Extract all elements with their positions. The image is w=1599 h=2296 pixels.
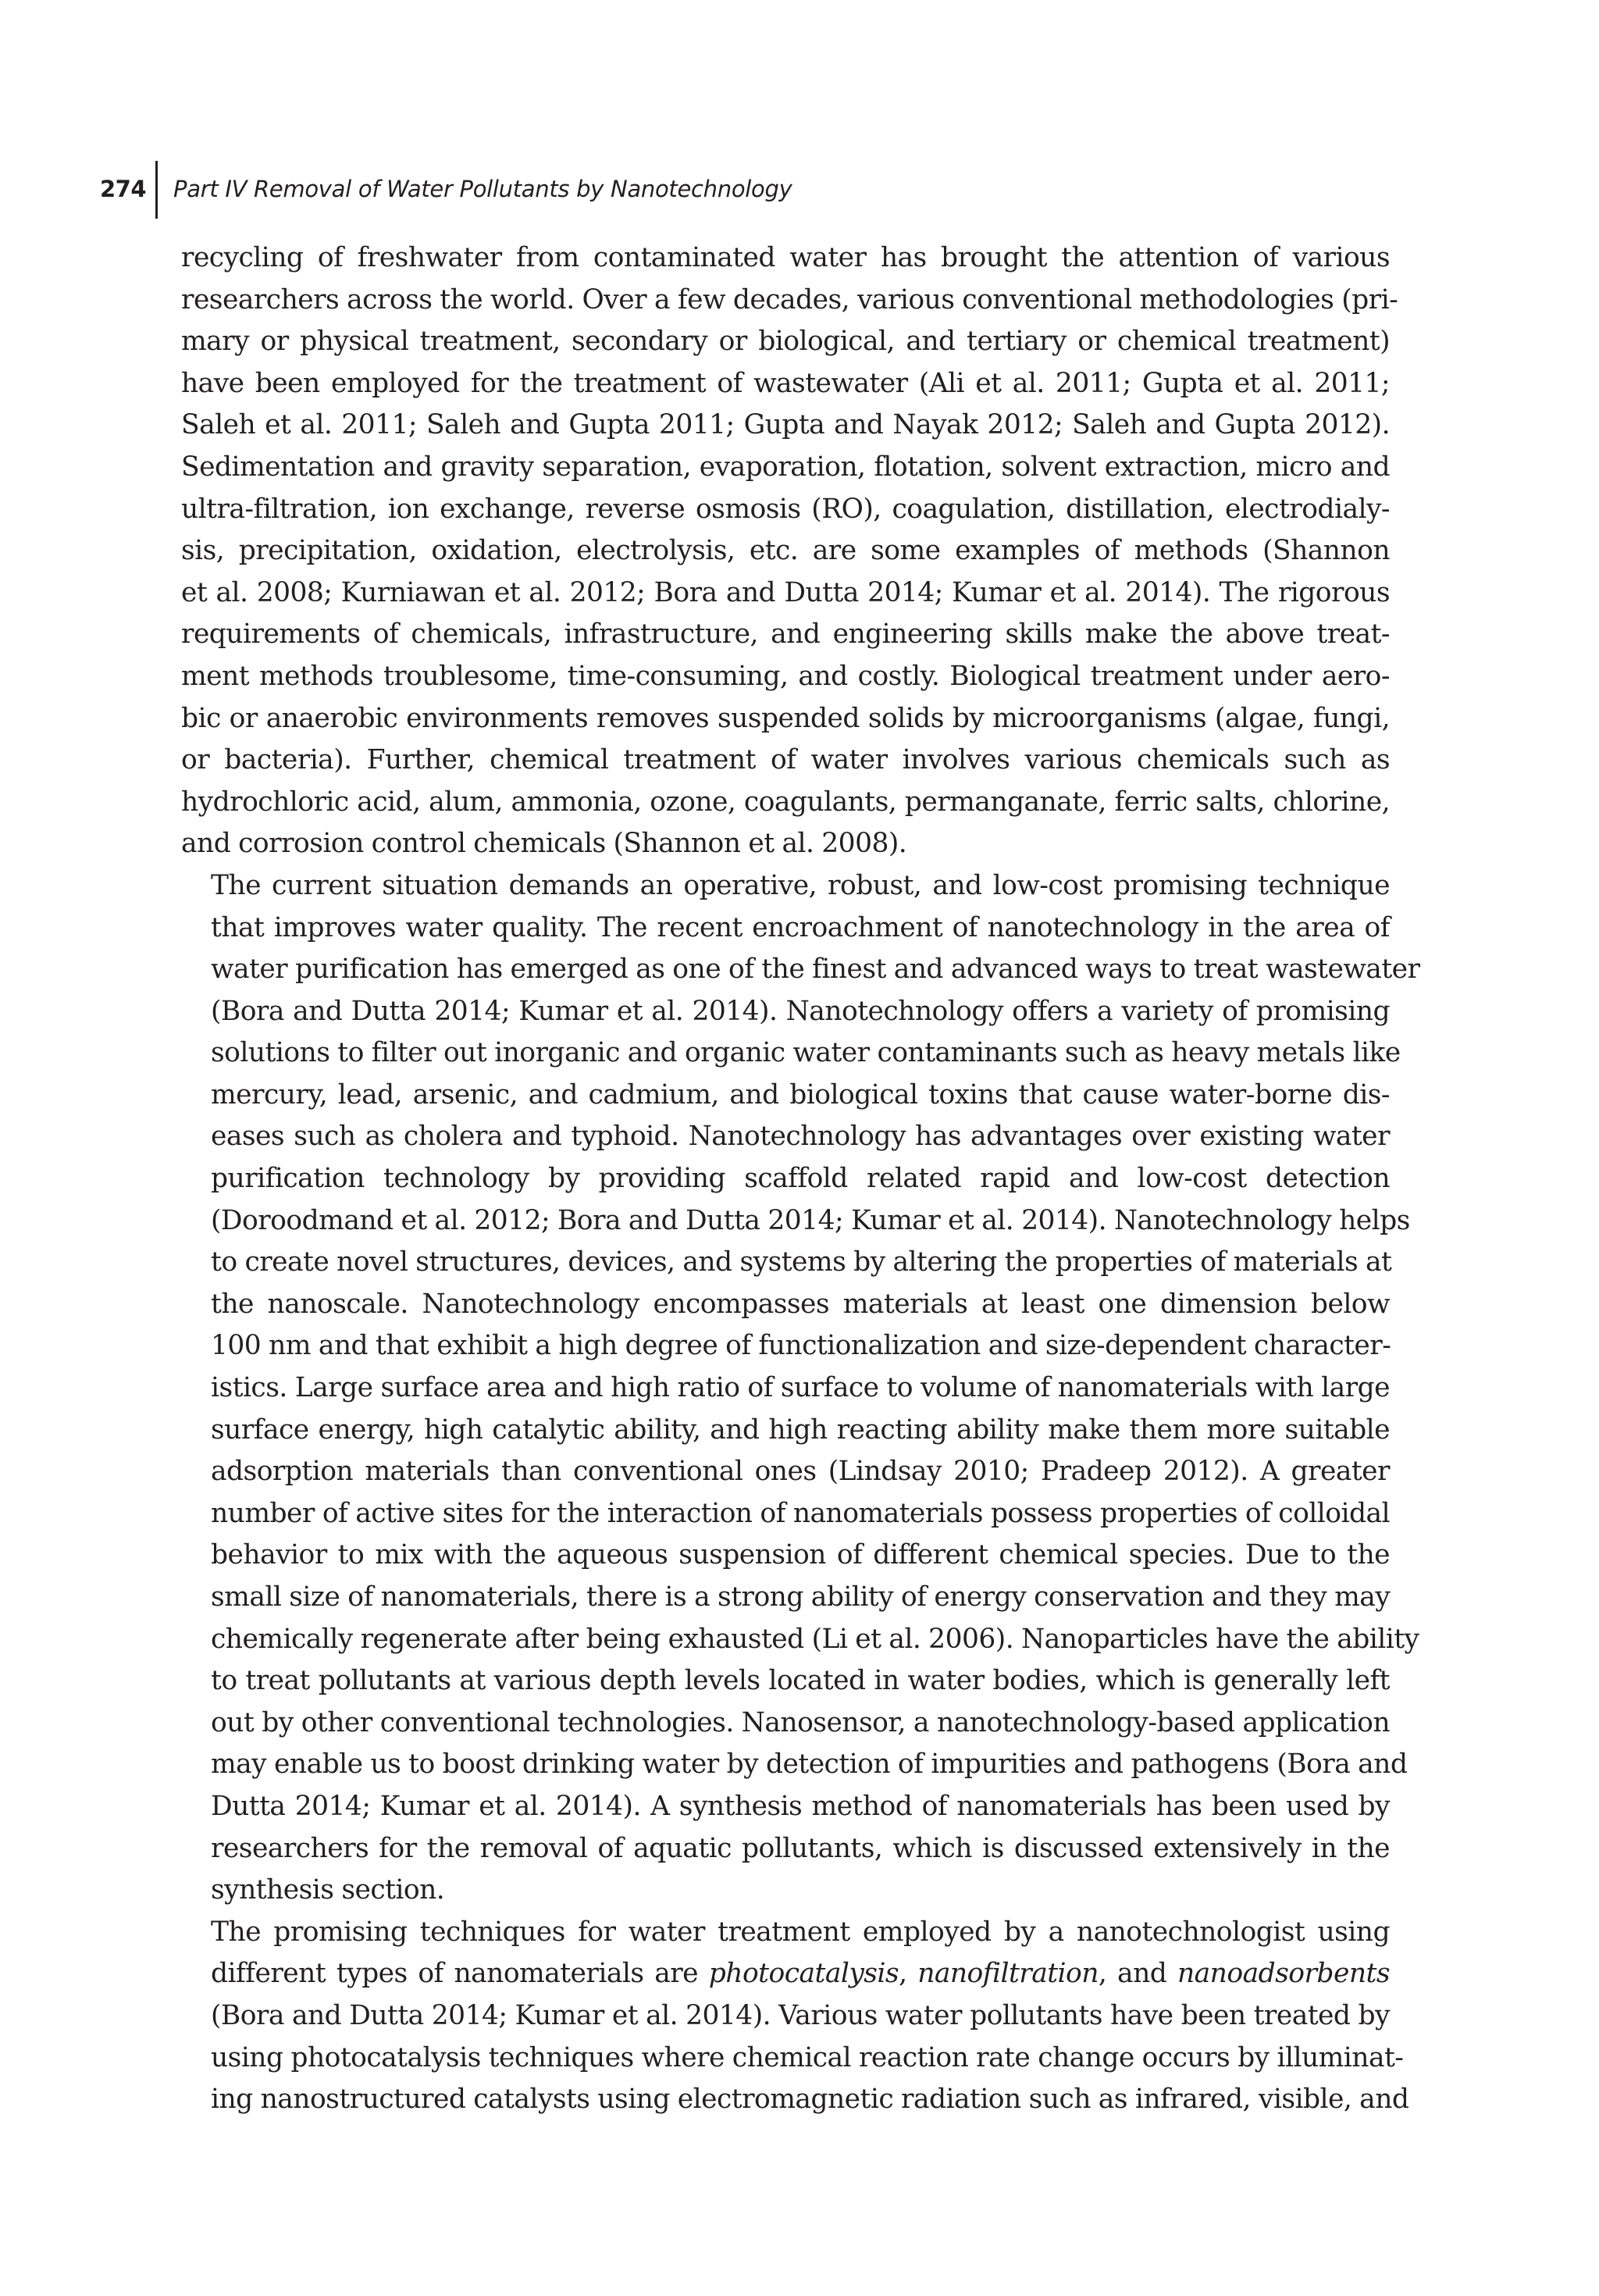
text-line: using photocatalysis techniques where chemical reaction rate change occurs by illuminat- xyxy=(211,2041,1404,2073)
text-line: to treat pollutants at various depth levels located in water bodies, which is generally left xyxy=(211,1665,1390,1697)
text-line: researchers for the removal of aquatic pollutants, which is discussed extensively in the xyxy=(211,1832,1390,1864)
text-line: number of active sites for the interaction of nanomaterials possess properties of colloidal xyxy=(211,1497,1390,1529)
running-title: Part IV Removal of Water Pollutants by Nanotechnology xyxy=(173,175,792,202)
text-fragment: , and xyxy=(1098,1958,1177,1990)
running-head xyxy=(100,161,792,217)
text-line: Dutta 2014; Kumar et al. 2014). A synthesis method of nanomaterials has been used by xyxy=(211,1790,1390,1822)
text-fragment: different types of nanomaterials are xyxy=(211,1958,709,1990)
text-line: sis, precipitation, oxidation, electrolysis, etc. are some examples of methods (Shannon xyxy=(181,535,1390,567)
text-line: requirements of chemicals, infrastructure, and engineering skills make the above treat- xyxy=(181,619,1390,651)
text-line: ultra-filtration, ion exchange, reverse osmosis (RO), coagulation, distillation, electrodialy- xyxy=(181,493,1390,525)
body-text xyxy=(181,237,1420,2121)
text-line: ment methods troublesome, time-consuming, and costly. Biological treatment under aero- xyxy=(181,660,1390,692)
text-line: (Doroodmand et al. 2012; Bora and Dutta 2014; Kumar et al. 2014). Nanotechnology helps xyxy=(211,1204,1410,1236)
text-line: to create novel structures, devices, and systems by altering the properties of materials at xyxy=(211,1246,1392,1278)
term-nanoadsorbents: nanoadsorbents xyxy=(1177,1958,1390,1990)
text-line: water purification has emerged as one of the finest and advanced ways to treat wastewater xyxy=(211,954,1420,986)
text-line: surface energy, high catalytic ability, and high reacting ability make them more suitable xyxy=(211,1414,1390,1446)
text-fragment: , xyxy=(899,1958,918,1990)
text-line: The promising techniques for water treatment employed by a nanotechnologist using xyxy=(211,1916,1390,1948)
term-photocatalysis: photocatalysis xyxy=(708,1958,899,1990)
text-line: bic or anaerobic environments removes suspended solids by microorganisms (algae, fungi, xyxy=(181,702,1390,734)
text-line: (Bora and Dutta 2014; Kumar et al. 2014). Nanotechnology offers a variety of promising xyxy=(211,995,1390,1027)
text-line: or bacteria). Further, chemical treatment of water involves various chemicals such as xyxy=(181,744,1390,776)
text-line: mercury, lead, arsenic, and cadmium, and biological toxins that cause water-borne dis- xyxy=(211,1078,1390,1111)
text-line: solutions to filter out inorganic and organic water contaminants such as heavy metals like xyxy=(211,1037,1401,1069)
text-line: recycling of freshwater from contaminated water has brought the attention of various xyxy=(181,242,1390,273)
term-nanofiltration: nanofiltration xyxy=(917,1958,1099,1990)
text-line: may enable us to boost drinking water by detection of impurities and pathogens (Bora and xyxy=(211,1749,1408,1781)
text-line: out by other conventional technologies. Nanosensor, a nanotechnology-based application xyxy=(211,1706,1390,1738)
text-line: eases such as cholera and typhoid. Nanotechnology has advantages over existing water xyxy=(211,1121,1390,1153)
text-line: purification technology by providing scaffold related rapid and low-cost detection xyxy=(211,1163,1390,1195)
text-line: have been employed for the treatment of wastewater (Ali et al. 2011; Gupta et al. 2011; xyxy=(181,367,1390,399)
text-line: mary or physical treatment, secondary or biological, and tertiary or chemical treatment) xyxy=(181,326,1390,358)
text-line: (Bora and Dutta 2014; Kumar et al. 2014). Various water pollutants have been treated by xyxy=(211,1999,1390,2031)
text-line: adsorption materials than conventional ones (Lindsay 2010; Pradeep 2012). A greater xyxy=(211,1456,1390,1488)
text-line: The current situation demands an operative, robust, and low-cost promising technique xyxy=(211,869,1390,901)
text-line: Sedimentation and gravity separation, evaporation, flotation, solvent extraction, micro and xyxy=(181,451,1390,483)
text-line: 100 nm and that exhibit a high degree of functionalization and size-dependent character- xyxy=(211,1330,1391,1362)
paragraph-2 xyxy=(181,865,1420,1912)
text-line: ing nanostructured catalysts using electromagnetic radiation such as infrared, visible, and xyxy=(211,2084,1409,2116)
paragraph-1 xyxy=(181,237,1398,865)
text-line: small size of nanomaterials, there is a strong ability of energy conservation and they may xyxy=(211,1581,1391,1613)
text-line: the nanoscale. Nanotechnology encompasses materials at least one dimension below xyxy=(211,1288,1390,1320)
text-line xyxy=(181,1953,1390,1995)
text-line: hydrochloric acid, alum, ammonia, ozone, coagulants, permanganate, ferric salts, chlorine, xyxy=(181,786,1390,818)
text-line: Saleh et al. 2011; Saleh and Gupta 2011; Gupta and Nayak 2012; Saleh and Gupta 2012). xyxy=(181,409,1390,441)
text-line: that improves water quality. The recent encroachment of nanotechnology in the area of xyxy=(211,911,1390,943)
page-number: 274 xyxy=(100,175,147,202)
text-line: et al. 2008; Kurniawan et al. 2012; Bora and Dutta 2014; Kumar et al. 2014). The rigorous xyxy=(181,576,1390,608)
header-divider xyxy=(155,161,158,219)
text-line: behavior to mix with the aqueous suspension of different chemical species. Due to the xyxy=(211,1539,1390,1571)
paragraph-3 xyxy=(181,1912,1409,2121)
text-line: chemically regenerate after being exhausted (Li et al. 2006). Nanoparticles have the ability xyxy=(211,1623,1419,1655)
text-line: researchers across the world. Over a few decades, various conventional methodologies (pri- xyxy=(181,283,1398,316)
text-line: and corrosion control chemicals (Shannon et al. 2008). xyxy=(181,828,907,860)
text-line: synthesis section. xyxy=(211,1874,445,1906)
text-line: istics. Large surface area and high ratio of surface to volume of nanomaterials with large xyxy=(211,1372,1390,1404)
